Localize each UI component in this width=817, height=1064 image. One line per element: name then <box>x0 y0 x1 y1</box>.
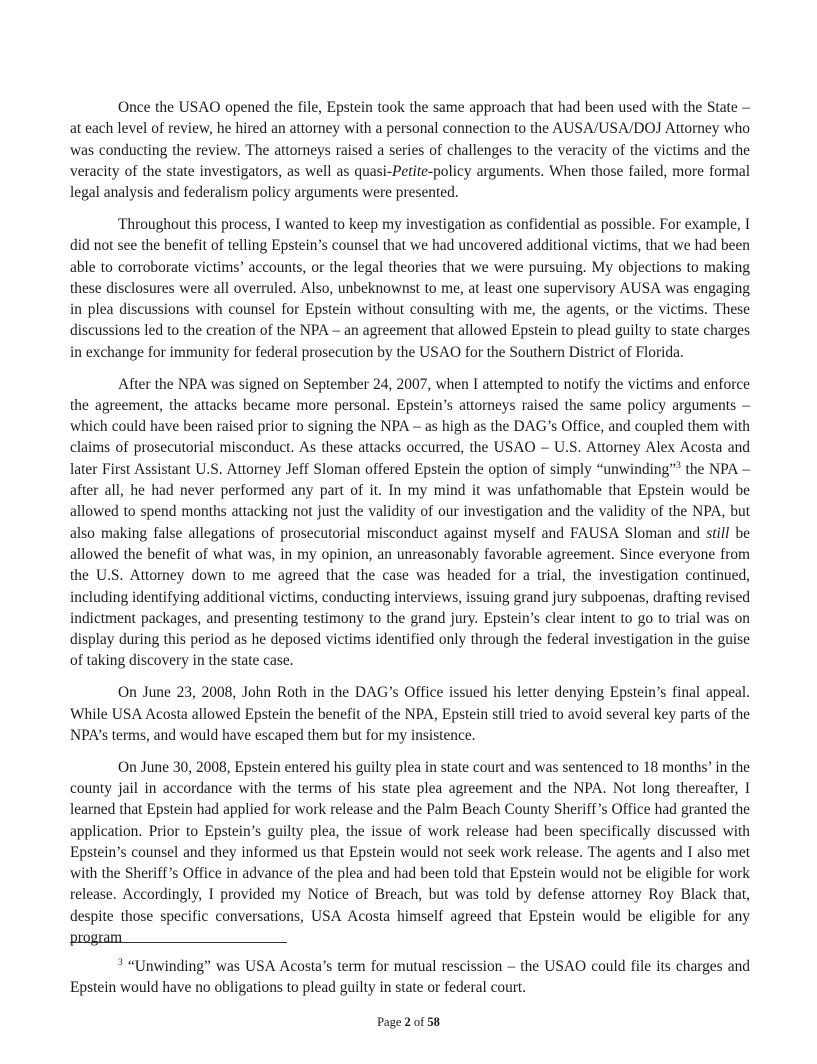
paragraph-3-text-c: be allowed the benefit of what was, in my opinion, an unreasonably favorable agreement. Since everyone from the U.S. Attorney down to me agreed that the case was headed for a trial, the investigation continued, including identifying additional victims, conducting interviews, issuing grand jury subpoenas, drafting revised indictment packages, and presenting testimony to the grand jury. Epstein’s clear intent to go to trial was on display during this period as he deposed victims identified only through the federal investigation in the guise of taking discovery in the state case. <box>70 524 751 670</box>
footnote-divider <box>70 942 287 943</box>
current-page: 2 <box>404 1015 411 1029</box>
paragraph-3 <box>70 374 750 672</box>
page-number <box>0 1012 817 1033</box>
body-text <box>70 97 750 959</box>
paragraph-3-text-a: After the NPA was signed on September 24, 2007, when I attempted to notify the victims and enforce the agreement, the attacks became more personal. Epstein’s attorneys raised the same policy arguments – which could have been raised prior to signing the NPA – as high as the DAG’s Office, and coupled them with claims of prosecutorial misconduct. As these attacks occurred, the USAO – U.S. Attorney Alex Acosta and later First Assistant U.S. Attorney Jeff Sloman offered Epstein the option of simply “unwinding” <box>70 375 750 478</box>
footnote-marker: 3 <box>118 957 123 968</box>
page-of-label: of <box>410 1015 428 1029</box>
total-pages: 58 <box>427 1015 440 1029</box>
paragraph-4: On June 23, 2008, John Roth in the DAG’s Office issued his letter denying Epstein’s final appeal. While USA Acosta allowed Epstein the benefit of the NPA, Epstein still tried to avoid several key parts of the NPA’s terms, and would have escaped them but for my insistence. <box>70 684 750 744</box>
paragraph-2: Throughout this process, I wanted to keep my investigation as confidential as possible. For example, I did not see the benefit of telling Epstein’s counsel that we had uncovered additional victims, that we had been able to corroborate victims’ accounts, or the legal theories that we were pursuing. My objections to making these disclosures were all overruled. Also, unbeknownst to me, at least one supervisory AUSA was engaging in plea discussions with counsel for Epstein without consulting with me, the agents, or the victims. These discussions led to the creation of the NPA – an agreement that allowed Epstein to plead guilty to state charges in exchange for immunity for federal prosecution by the USAO for the Southern District of Florida. <box>70 215 750 361</box>
footnote-text: “Unwinding” was USA Acosta’s term for mutual rescission – the USAO could file its charges and Epstein would have no obligations to plead guilty in state or federal court. <box>70 958 750 997</box>
paragraph-1-text-b: -policy arguments. When those failed, more formal legal analysis and federalism policy arguments were presented. <box>70 162 750 202</box>
paragraph-3-text-b: the NPA – after all, he had never performed any part of it. In my mind it was unfathomable that Epstein would be allowed to spend months attacking not just the validity of our investigation and the validity of the NPA, but also making false allegations of prosecutorial misconduct against myself and FAUSA Sloman and <box>70 460 750 542</box>
paragraph-5: On June 30, 2008, Epstein entered his guilty plea in state court and was sentenced to 18 months’ in the county jail in accordance with the terms of his state plea agreement and the NPA. Not long thereafter, I learned that Epstein had applied for work release and the Palm Beach County Sheriff’s Office had granted the application. Prior to Epstein’s guilty plea, the issue of work release had been specifically discussed with Epstein’s counsel and they informed us that Epstein would not seek work release. The agents and I also met with the Sheriff’s Office in advance of the plea and had been told that Epstein would not be eligible for work release. Accordingly, I provided my Notice of Breach, but was told by defense attorney Roy Black that, despite those specific conversations, USA Acosta himself agreed that Epstein would be eligible for any program <box>70 758 750 946</box>
footnote-reference[interactable]: 3 <box>676 460 681 471</box>
paragraph-1 <box>70 97 750 203</box>
footnote <box>70 956 750 999</box>
paragraph-1-text-a: Once the USAO opened the file, Epstein took the same approach that had been used with the State – at each level of review, he hired an attorney with a personal connection to the AUSA/USA/DOJ Attorney who was conducting the review. The attorneys raised a series of challenges to the veracity of the victims and the veracity of the state investigators, as well as quasi- <box>70 99 750 180</box>
page-label: Page <box>377 1015 405 1029</box>
paragraph-3-italic: still <box>706 524 730 542</box>
paragraph-1-italic: Petite <box>392 162 428 180</box>
